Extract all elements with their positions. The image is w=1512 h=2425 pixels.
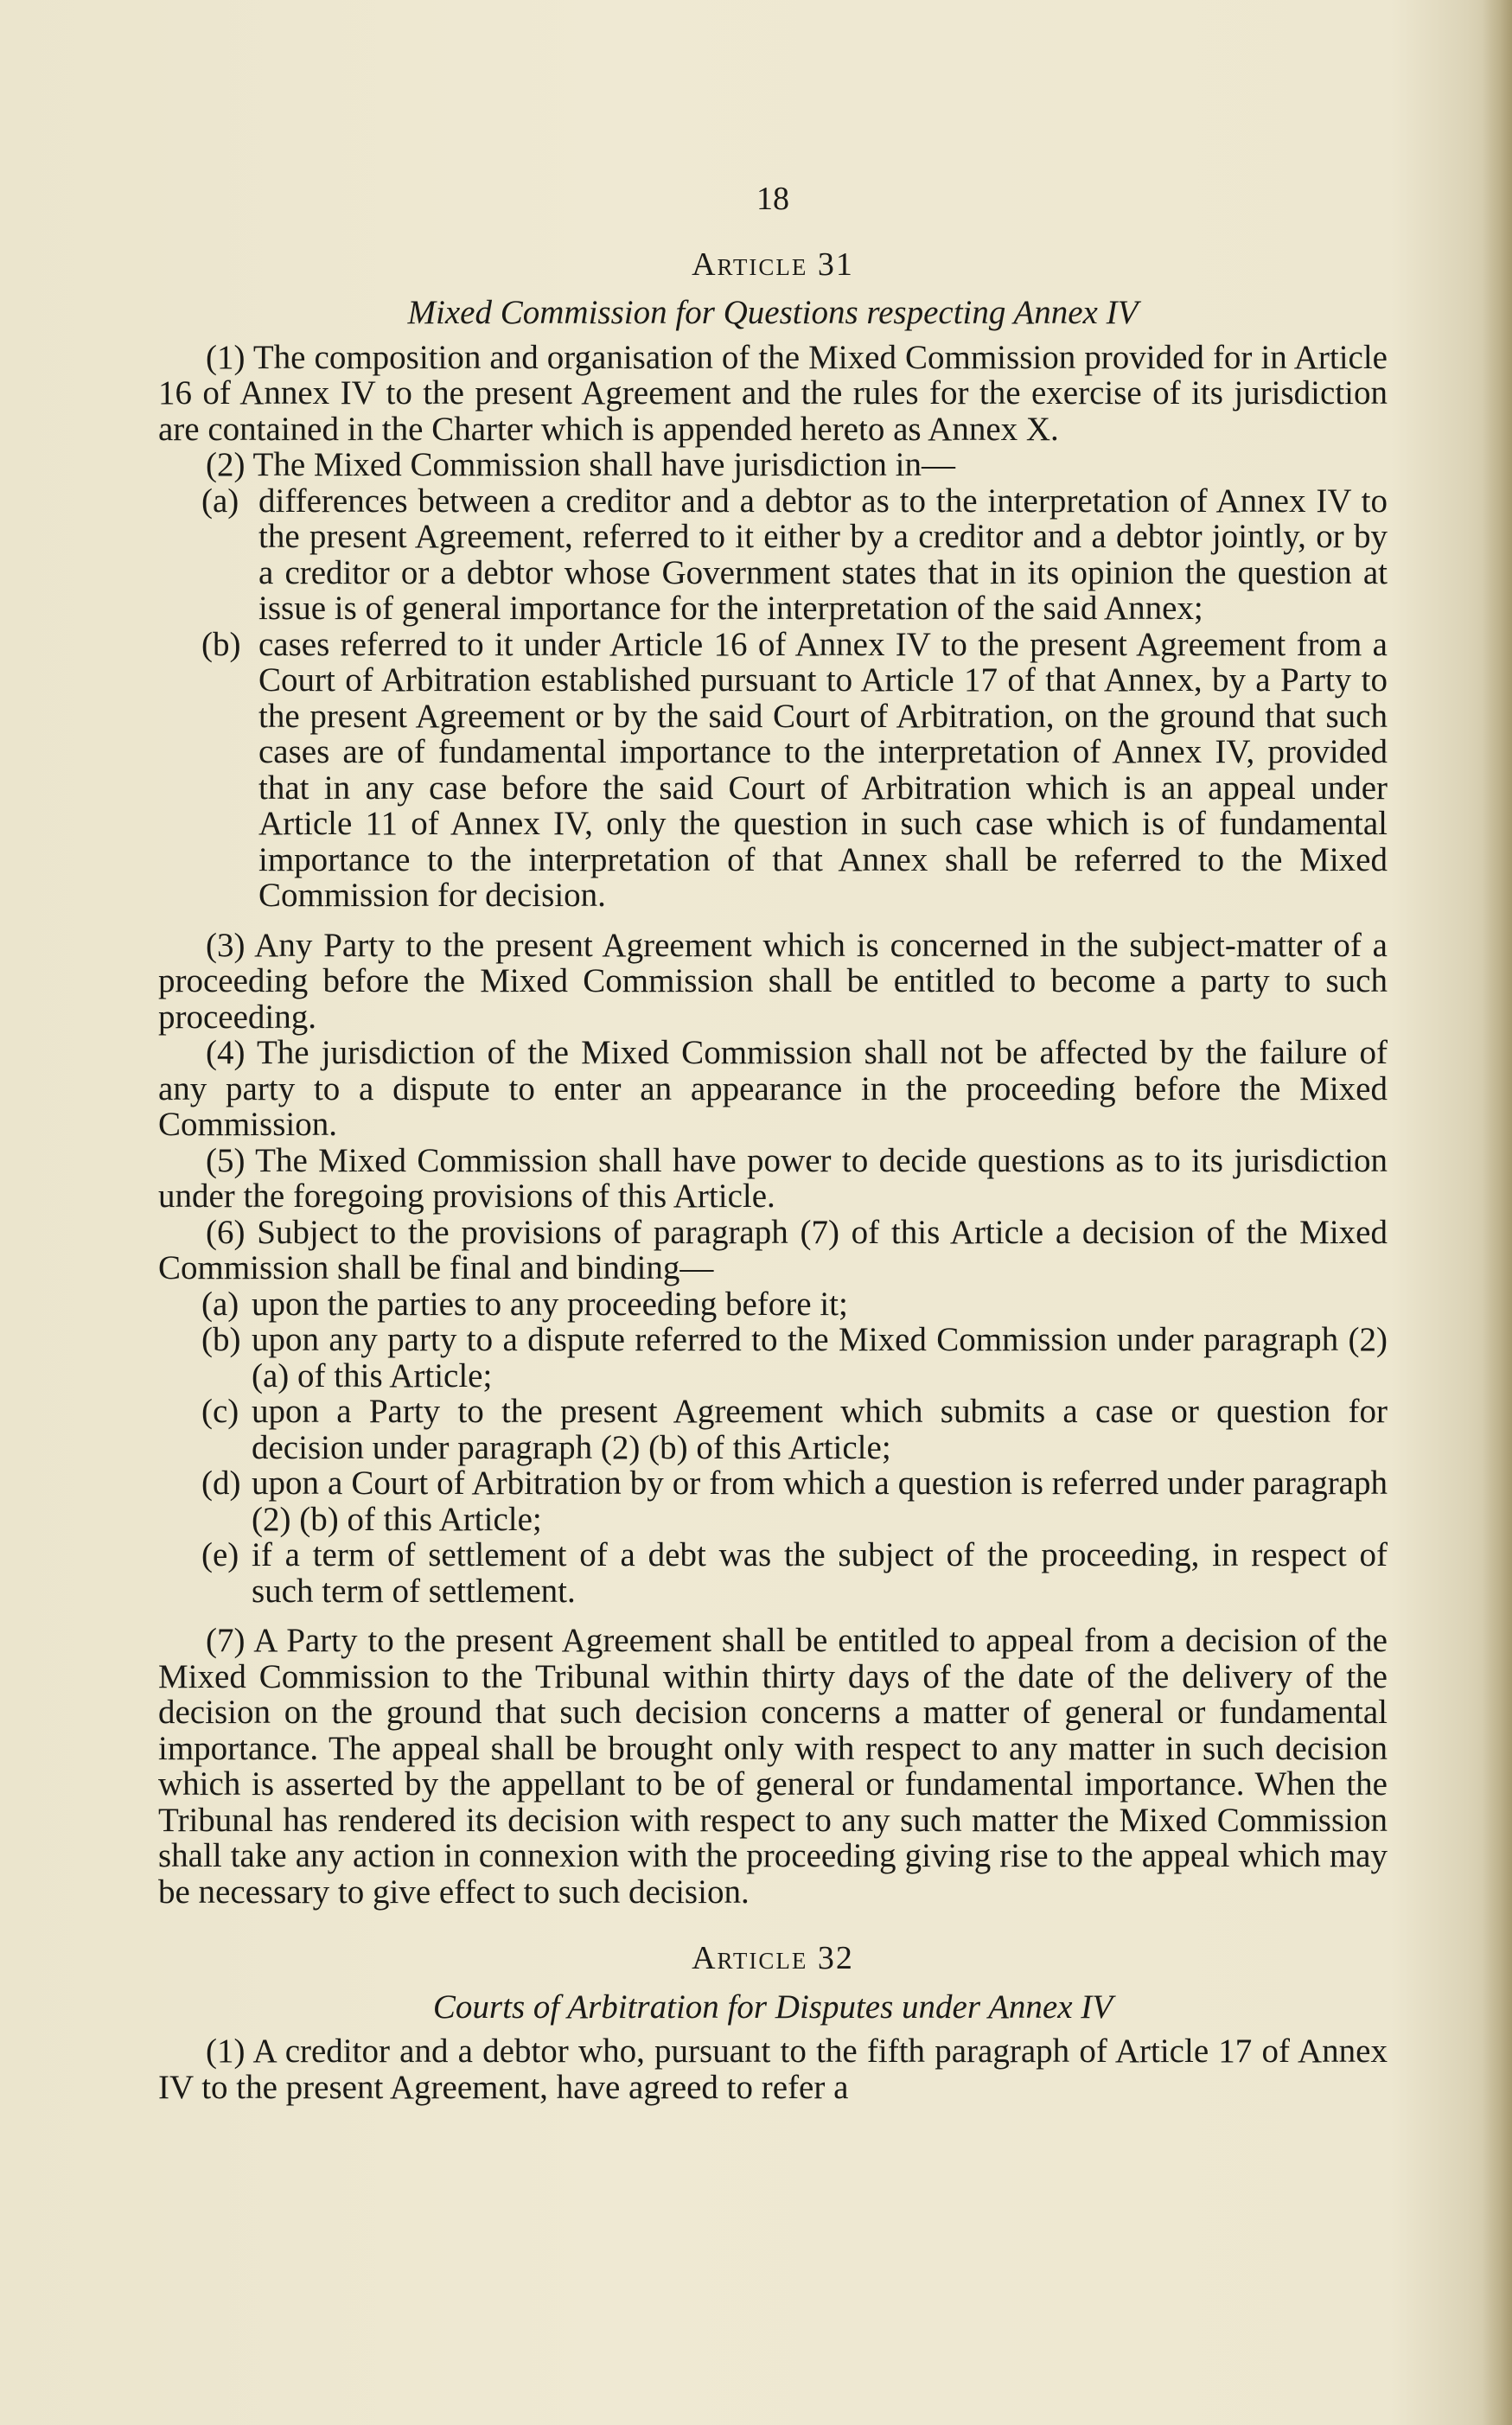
article-31-paragraph-6: (6) Subject to the provisions of paragraph (7) of this Article a decision of the Mixed Commission shall be final and binding— — [158, 1213, 1388, 1286]
item-text: cases referred to it under Article 16 of Annex IV to the present Agreement from a Court of Arbitration established pursuant to Article 17 of that Annex, by a Party to the present Agreement or by the said Court of Arbitration, on the ground that such cases are of fundamental importance to the interpretation of Annex IV, provided that in any case before the said Court of Arbitration which is an appeal under Article 11 of Annex IV, only the question in such case which is of fundamental importance to the interpretation of that Annex shall be referred to the Mixed Commission for decision. — [258, 625, 1388, 914]
article-31-paragraph-3: (3) Any Party to the present Agreement which is concerned in the subject-matter of a proceeding before the Mixed Commission shall be entitled to become a party to such proceeding. — [158, 926, 1388, 1036]
item-label: (a) — [201, 1285, 239, 1323]
article-31-paragraph-2-item-b — [201, 627, 1388, 914]
article-31-subtitle: Mixed Commission for Questions respecting Annex IV — [407, 294, 1139, 331]
page-content — [158, 182, 1388, 2105]
page-spine-shadow — [1483, 0, 1512, 2425]
article-31-paragraph-6-item-e — [201, 1537, 1388, 1609]
article-31-paragraph-6-item-a — [201, 1286, 1388, 1323]
item-text: if a term of settlement of a debt was the subject of the proceeding, in respect of such term of settlement. — [252, 1536, 1388, 1610]
article-31-heading: Article 31 — [692, 246, 854, 283]
item-label: (b) — [201, 1321, 241, 1358]
item-text: upon any party to a dispute referred to the Mixed Commission under paragraph (2) (a) of this Article; — [252, 1321, 1388, 1394]
page-number: 18 — [756, 181, 789, 217]
article-32-heading: Article 32 — [692, 1940, 854, 1976]
article-31-paragraph-6-item-c — [201, 1394, 1388, 1465]
article-31-paragraph-1: (1) The composition and organisation of the Mixed Commission provided for in Article 16 of Annex IV to the present Agreement and the rules for the exercise of its jurisdiction are contained in the Charter which is appended hereto as Annex X. — [158, 338, 1388, 448]
article-32-subtitle: Courts of Arbitration for Disputes under Annex IV — [432, 1988, 1113, 2026]
item-label: (b) — [201, 625, 241, 663]
item-text: upon a Party to the present Agreement which submits a case or question for decision under paragraph (2) (b) of this Article; — [252, 1393, 1388, 1466]
article-31-paragraph-2-item-a — [201, 483, 1388, 627]
article-32-paragraph-1: (1) A creditor and a debtor who, pursuant to the fifth paragraph of Article 17 of Annex IV to the present Agreement, have agreed to refer a — [158, 2033, 1388, 2106]
article-31-paragraph-6-item-b — [201, 1322, 1388, 1394]
item-label: (e) — [201, 1536, 239, 1573]
item-label: (d) — [201, 1465, 241, 1502]
item-label: (a) — [201, 482, 239, 520]
item-text: upon the parties to any proceeding before it; — [252, 1285, 848, 1323]
article-31-paragraph-6-item-d — [201, 1465, 1388, 1537]
item-label: (c) — [201, 1393, 239, 1430]
article-31-paragraph-7: (7) A Party to the present Agreement shall be entitled to appeal from a decision of the Mixed Commission to the Tribunal within thirty days of the date of the delivery of the decision on the ground that such decision concerns a matter of general or fundamental importance. The appeal shall be brought only with respect to any matter in such decision which is asserted by the appellant to be of general or fundamental importance. When the Tribunal has rendered its decision with respect to any such matter the Mixed Commission shall take any action in connexion with the proceeding giving rise to the appeal which may be necessary to give effect to such decision. — [158, 1622, 1388, 1911]
article-31-paragraph-4: (4) The jurisdiction of the Mixed Commission shall not be affected by the failure of any party to a dispute to enter an appearance in the proceeding before the Mixed Commission. — [158, 1034, 1388, 1143]
article-31-paragraph-2: (2) The Mixed Commission shall have jurisdiction in— — [206, 446, 955, 483]
item-text: differences between a creditor and a debtor as to the interpretation of Annex IV to the present Agreement, referred to it either by a creditor and a debtor jointly, or by a creditor or a debtor whose Government states that in its opinion the question at issue is of general importance for the interpretation of the said Annex; — [258, 482, 1388, 627]
item-text: upon a Court of Arbitration by or from which a question is referred under paragraph (2) (b) of this Article; — [252, 1465, 1388, 1538]
article-31-paragraph-5: (5) The Mixed Commission shall have power to decide questions as to its jurisdiction under the foregoing provisions of this Article. — [158, 1141, 1388, 1215]
